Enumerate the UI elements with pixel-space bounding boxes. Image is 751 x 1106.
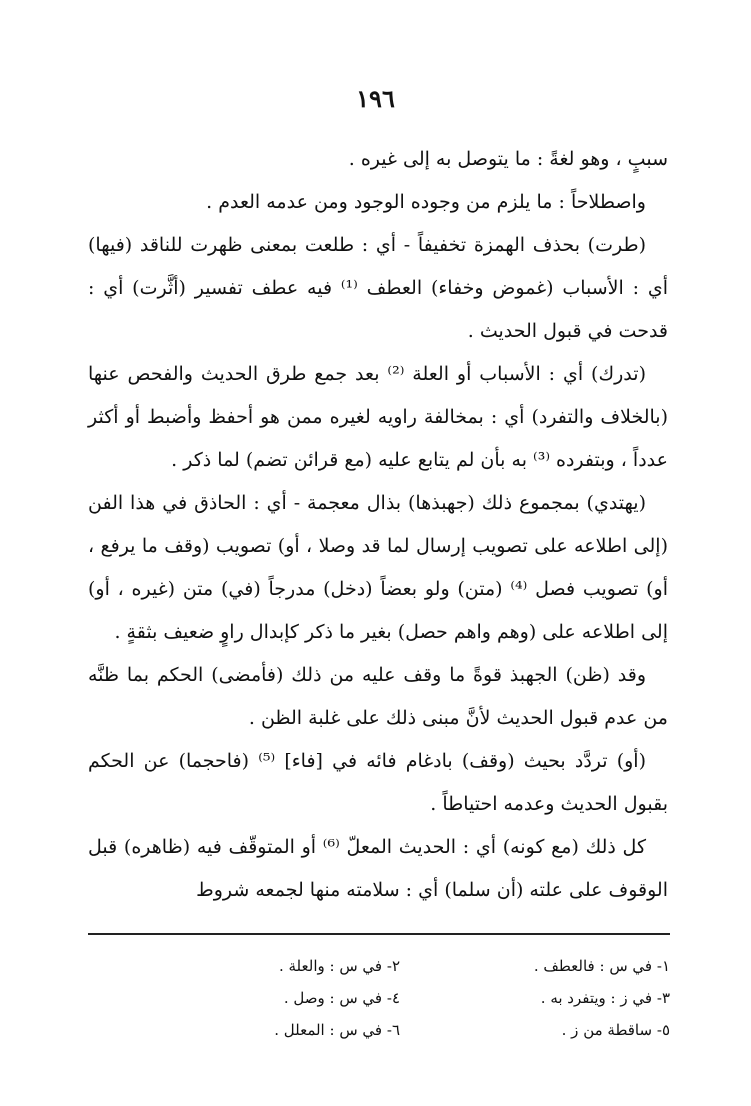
footnote-text: في ز : ويتفرد به . <box>540 989 653 1007</box>
footnote-3 <box>400 982 670 1014</box>
footnotes <box>130 950 670 1046</box>
footnote-number: ٤- <box>386 989 400 1007</box>
paragraph-3: (طرت) بحذف الهمزة تخفيفاً - أي : طلعت بمعنى ظهرت للناقد (فيها) أي : الأسباب (غموض وخفاء) العطف ⁽¹⁾ فيه عطف تفسير (أثَّرت) أي : قدحت في قبول الحديث . <box>88 234 668 342</box>
footnote-5 <box>400 1014 670 1046</box>
paragraph-1: سببٍ ، وهو لغةً : ما يتوصل به إلى غيره . <box>348 148 668 170</box>
footnote-1 <box>400 950 670 982</box>
footnote-number: ٢- <box>386 957 400 975</box>
footnote-text: في س : فالعطف . <box>533 957 653 975</box>
footnote-text: ساقطة من ز . <box>561 1021 653 1039</box>
main-text <box>88 138 668 912</box>
footnote-number: ١- <box>656 957 670 975</box>
page-number: ١٩٦ <box>356 84 395 113</box>
paragraph-5: (يهتدي) بمجموع ذلك (جهبذها) بذال معجمة - أي : الحاذق في هذا الفن (إلى اطلاعه على تصويب إرسال لما قد وصلا ، أو) تصويب (وقف ما يرفع ، أو) تصويب فصل ⁽⁴⁾ (متن) ولو بعضاً (دخل) مدرجاً (في) متن (غيره ، أو) إلى اطلاعه على (وهم واهم حصل) بغير ما ذكر كإبدال راوٍ ضعيف بثقةٍ . <box>88 492 669 643</box>
paragraph-4: (تدرك) أي : الأسباب أو العلة ⁽²⁾ بعد جمع طرق الحديث والفحص عنها (بالخلاف والتفرد) أي : بمخالفة راويه لغيره ممن هو أحفظ وأضبط أو أكثر عدداً ، وبتفرده ⁽³⁾ به بأن لم يتابع عليه (مع قرائن تضم) لما ذكر . <box>88 363 668 471</box>
footnote-number: ٦- <box>386 1021 400 1039</box>
footnote-text: في س : المعلل . <box>274 1021 383 1039</box>
footnote-number: ٥- <box>656 1021 670 1039</box>
footnote-row <box>130 1014 670 1046</box>
paragraph-7: (أو) تردَّد بحيث (وقف) بادغام فائه في [فاء] ⁽⁵⁾ (فاحجما) عن الحكم بقبول الحديث وعدمه احتياطاً . <box>88 750 668 815</box>
footnote-divider <box>88 933 670 935</box>
footnote-text: في س : والعلة . <box>278 957 383 975</box>
footnote-row <box>130 950 670 982</box>
paragraph-6: وقد (ظن) الجهبذ قوةً ما وقف عليه من ذلك (فأمضى) الحكم بما ظنَّه من عدم قبول الحديث لأنَّ مبنى ذلك على غلبة الظن . <box>88 664 668 729</box>
footnote-4 <box>130 982 400 1014</box>
footnote-text: في س : وصل . <box>283 989 383 1007</box>
footnote-number: ٣- <box>656 989 670 1007</box>
paragraph-2: واصطلاحاً : ما يلزم من وجوده الوجود ومن عدمه العدم . <box>206 191 646 213</box>
footnote-6 <box>130 1014 400 1046</box>
paragraph-8: كل ذلك (مع كونه) أي : الحديث المعلّ ⁽⁶⁾ أو المتوقّف فيه (ظاهره) قبل الوقوف على علته (أن سلما) أي : سلامته منها لجمعه شروط <box>88 836 668 901</box>
footnote-2 <box>130 950 400 982</box>
footnote-row <box>130 982 670 1014</box>
